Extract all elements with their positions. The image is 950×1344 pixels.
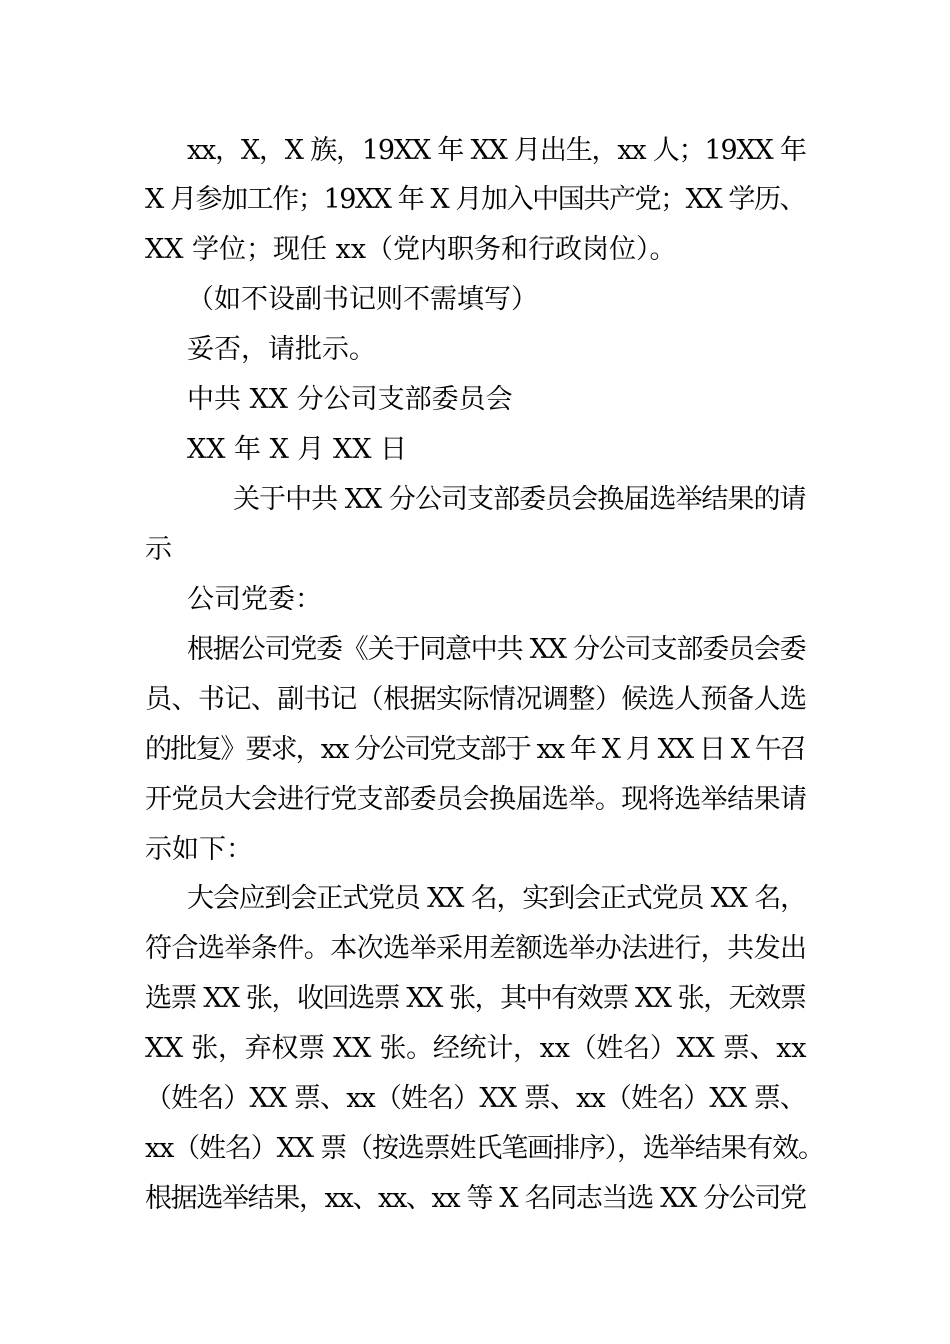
body-paragraph-1-line-3: 的批复》要求，xx 分公司党支部于 xx 年 X 月 XX 日 X 午召 <box>145 734 805 765</box>
salutation: 公司党委： <box>187 584 322 615</box>
paragraph-bio-line-1: xx，X，X 族，19XX 年 XX 月出生，xx 人；19XX 年 <box>187 135 806 166</box>
note-line: （如不设副书记则不需填写） <box>187 284 538 315</box>
body-paragraph-2-line-3: 选票 XX 张，收回选票 XX 张，其中有效票 XX 张，无效票 <box>145 983 806 1014</box>
section-title-line-2: 示 <box>145 534 172 565</box>
body-paragraph-1-line-1: 根据公司党委《关于同意中共 XX 分公司支部委员会委 <box>187 634 806 665</box>
body-paragraph-2-line-5: （姓名）XX 票、xx（姓名）XX 票、xx（姓名）XX 票、 <box>145 1083 807 1114</box>
body-paragraph-2-line-7: 根据选举结果，xx、xx、xx 等 X 名同志当选 XX 分公司党 <box>145 1183 806 1214</box>
signature-organization: 中共 XX 分公司支部委员会 <box>187 384 513 415</box>
paragraph-bio-line-3: XX 学位；现任 xx（党内职务和行政岗位）。 <box>145 234 677 265</box>
request-line: 妥否，请批示。 <box>187 334 376 365</box>
section-title-line-1: 关于中共 XX 分公司支部委员会换届选举结果的请 <box>233 484 806 515</box>
signature-date: XX 年 X 月 XX 日 <box>187 434 408 465</box>
body-paragraph-1-line-5: 示如下： <box>145 834 253 865</box>
paragraph-bio-line-2: X 月参加工作；19XX 年 X 月加入中国共产党；XX 学历、 <box>145 184 806 215</box>
body-paragraph-2-line-6: xx（姓名）XX 票（按选票姓氏笔画排序），选举结果有效。 <box>145 1133 824 1164</box>
body-paragraph-1-line-2: 员、书记、副书记（根据实际情况调整）候选人预备人选 <box>145 684 807 715</box>
body-paragraph-1-line-4: 开党员大会进行党支部委员会换届选举。现将选举结果请 <box>145 784 807 815</box>
body-paragraph-2-line-2: 符合选举条件。本次选举采用差额选举办法进行，共发出 <box>145 933 807 964</box>
body-paragraph-2-line-1: 大会应到会正式党员 XX 名，实到会正式党员 XX 名， <box>187 883 807 914</box>
body-paragraph-2-line-4: XX 张，弃权票 XX 张。经统计，xx（姓名）XX 票、xx <box>145 1033 807 1064</box>
